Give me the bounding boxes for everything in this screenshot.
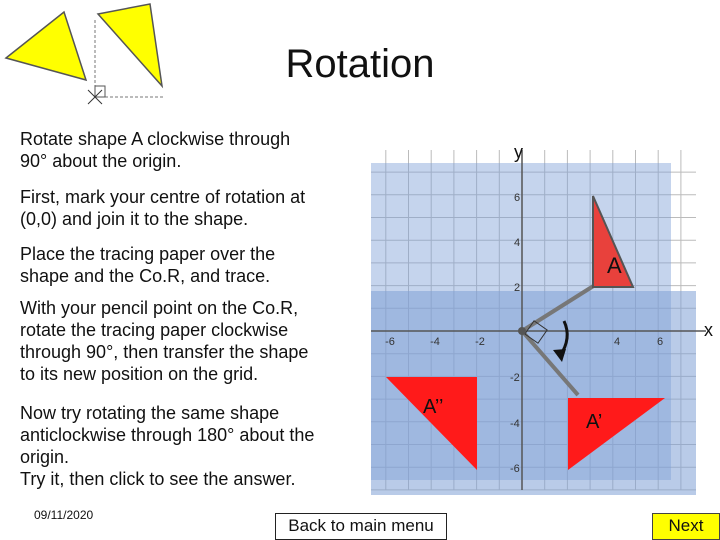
y-tick-label: 4 (514, 237, 521, 249)
origin-point (518, 327, 526, 335)
date-label: 09/11/2020 (34, 508, 94, 522)
y-tick-label: -4 (510, 418, 520, 430)
y-tick-label: -2 (510, 372, 520, 384)
x-tick-label: -2 (475, 336, 485, 348)
shape-a-double-prime-label: A’’ (423, 396, 444, 418)
page-title: Rotation (285, 42, 435, 86)
back-to-main-menu-button[interactable]: Back to main menu (275, 513, 447, 540)
y-tick-label: 6 (514, 192, 521, 204)
x-tick-label: 6 (656, 336, 664, 348)
x-tick-label: -4 (430, 336, 440, 348)
x-tick-label: -6 (385, 336, 395, 348)
next-button[interactable]: Next (652, 513, 720, 540)
y-axis-label: y (514, 142, 523, 162)
y-tick-label: -6 (510, 463, 520, 475)
y-tick-label: 2 (514, 282, 521, 294)
x-axis-label: x (704, 320, 713, 340)
instruction-5: Now try rotating the same shape anticlockwise through 180° about the origin. Try it, then click to see the answer. (20, 403, 315, 489)
instruction-4: With your pencil point on the Co.R, rotate the tracing paper clockwise through 90°, then transfer the shape to its new position on the grid. (20, 298, 309, 384)
shape-a-label: A (607, 253, 622, 278)
instruction-1: Rotate shape A clockwise through 90° about the origin. (20, 129, 291, 171)
x-tick-label: 4 (613, 336, 621, 348)
instruction-2: First, mark your centre of rotation at (0,0) and join it to the shape. (20, 187, 306, 229)
shape-a-prime-label: A’ (586, 411, 603, 433)
instruction-3: Place the tracing paper over the shape and the Co.R, and trace. (20, 244, 276, 286)
